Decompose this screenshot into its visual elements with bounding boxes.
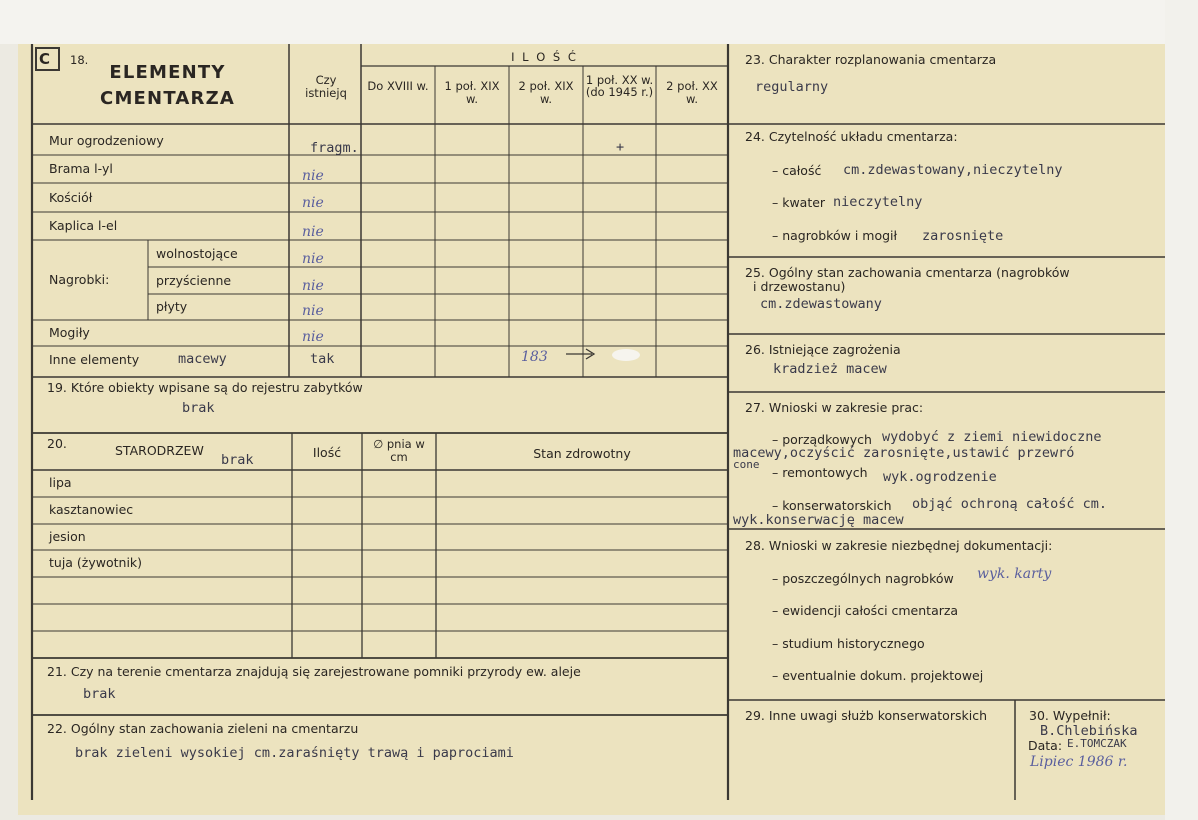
field-21-label: 21. Czy na terenie cmentarza znajdują się zarejestrowane pomniki przyrody ew. aleje	[47, 664, 581, 679]
row-label: Mur ogrodzeniowy	[49, 133, 164, 148]
field-30-name: B.Chlebińska	[1040, 723, 1138, 739]
field-28-item: – studium historycznego	[772, 636, 925, 651]
field-26-label: 26. Istniejące zagrożenia	[745, 342, 901, 357]
exists-value: nie	[302, 278, 324, 294]
field-30-label: 30. Wypełnił:	[1029, 708, 1111, 723]
exists-value: nie	[302, 303, 324, 319]
tree-count-header: Ilość	[312, 445, 342, 460]
field-28-note: wyk. karty	[977, 566, 1052, 582]
tree-name: lipa	[49, 475, 72, 490]
field-20-title: STARODRZEW	[115, 443, 204, 458]
period-header: Do XVIII w.	[367, 79, 429, 93]
field-24c-label: – nagrobków i mogił	[772, 228, 898, 243]
section-code: C	[39, 50, 51, 68]
field-27-label: 27. Wnioski w zakresie prac:	[745, 400, 924, 415]
tree-diameter-header: ∅ pnia w cm	[373, 437, 425, 464]
row-label: Inne elementy	[49, 352, 140, 367]
field-19-value: brak	[182, 400, 215, 416]
field-25-label-line2: i drzewostanu)	[753, 279, 846, 294]
row-label: Kaplica l-el	[49, 218, 118, 233]
tree-name: tuja (żywotnik)	[49, 555, 143, 570]
page-title-line2: CMENTARZA	[100, 88, 235, 109]
exists-value: fragm.	[310, 140, 359, 156]
tree-name: kasztanowiec	[49, 502, 134, 517]
field-30-date: Lipiec 1986 r.	[1030, 754, 1128, 770]
exists-column-header: Czy istniejq	[305, 73, 347, 100]
field-number: 18.	[70, 53, 89, 67]
field-23-label: 23. Charakter rozplanowania cmentarza	[745, 52, 997, 67]
tree-health-header: Stan zdrowotny	[533, 446, 631, 461]
row-sublabel: płyty	[156, 299, 188, 314]
row-label: Brama l-yl	[49, 161, 113, 176]
field-27a-label: – porządkowych	[772, 432, 872, 447]
row-sublabel: przyścienne	[156, 273, 232, 288]
field-27b-label: – remontowych	[772, 465, 868, 480]
field-22-label: 22. Ogólny stan zachowania zieleni na cmentarzu	[47, 721, 359, 736]
field-24c-value: zarosnięte	[922, 228, 1004, 244]
field-24-label: 24. Czytelność układu cmentarza:	[745, 129, 958, 144]
field-21-value: brak	[83, 686, 116, 702]
field-24b-value: nieczytelny	[833, 194, 923, 210]
field-30-date-label: Data:	[1028, 738, 1063, 753]
field-23-value: regularny	[755, 79, 829, 95]
field-27a-value-line3: cone	[733, 458, 760, 471]
field-25-value: cm.zdewastowany	[760, 296, 882, 312]
inne-elementy-name: macewy	[178, 351, 227, 367]
exists-value: tak	[310, 351, 335, 367]
field-27c-value: objąć ochroną całość cm.	[912, 496, 1108, 512]
field-27c-label: – konserwatorskich	[772, 498, 892, 513]
field-27a-value-line2: macewy,oczyścić zarosnięte,ustawić przewró	[733, 445, 1075, 461]
field-28-item: – ewidencji całości cmentarza	[772, 603, 959, 618]
field-28-item: – poszczególnych nagrobków	[772, 571, 954, 586]
page-title: ELEMENTY	[109, 62, 226, 83]
field-29-label: 29. Inne uwagi służb konserwatorskich	[745, 708, 987, 723]
quantity-title: I L O Ś Ć	[511, 50, 578, 64]
field-30-name2: E.TOMCZAK	[1067, 737, 1127, 750]
field-26-value: kradzież macew	[773, 361, 887, 377]
field-27a-value: wydobyć z ziemi niewidoczne	[882, 429, 1102, 445]
field-19-label: 19. Które obiekty wpisane są do rejestru zabytków	[47, 380, 363, 395]
exists-value: nie	[302, 251, 324, 267]
row-label: Nagrobki:	[49, 272, 110, 287]
field-27b-value: wyk.ogrodzenie	[883, 469, 997, 485]
field-24a-value: cm.zdewastowany,nieczytelny	[843, 162, 1063, 178]
exists-value: nie	[302, 224, 324, 240]
inne-count: 183	[521, 349, 548, 365]
mur-period-mark: +	[616, 139, 625, 155]
period-header: 1 poł. XIX w.	[444, 79, 500, 106]
period-header: 1 poł. XX w. (do 1945 r.)	[585, 73, 654, 99]
field-22-value: brak zieleni wysokiej cm.zaraśnięty trawą i paprociami	[75, 745, 514, 761]
field-28-item: – eventualnie dokum. projektowej	[772, 668, 984, 683]
period-header: 2 poł. XIX w.	[518, 79, 574, 106]
tree-name: jesion	[49, 529, 86, 544]
exists-value: nie	[302, 168, 324, 184]
period-header: 2 poł. XX w.	[666, 79, 718, 106]
exists-value: nie	[302, 329, 324, 345]
field-28-label: 28. Wnioski w zakresie niezbędnej dokumentacji:	[745, 538, 1053, 553]
exists-value: nie	[302, 195, 324, 211]
field-27c-value-line2: wyk.konserwację macew	[733, 512, 904, 528]
field-25-label: 25. Ogólny stan zachowania cmentarza (nagrobków	[745, 265, 1070, 280]
row-label: Mogiły	[49, 325, 90, 340]
row-label: Kościół	[49, 190, 93, 205]
row-sublabel: wolnostojące	[156, 246, 238, 261]
field-20-number: 20.	[47, 436, 67, 451]
field-20-value: brak	[221, 452, 254, 468]
field-24b-label: – kwater	[772, 195, 826, 210]
field-24a-label: – całość	[772, 163, 822, 178]
